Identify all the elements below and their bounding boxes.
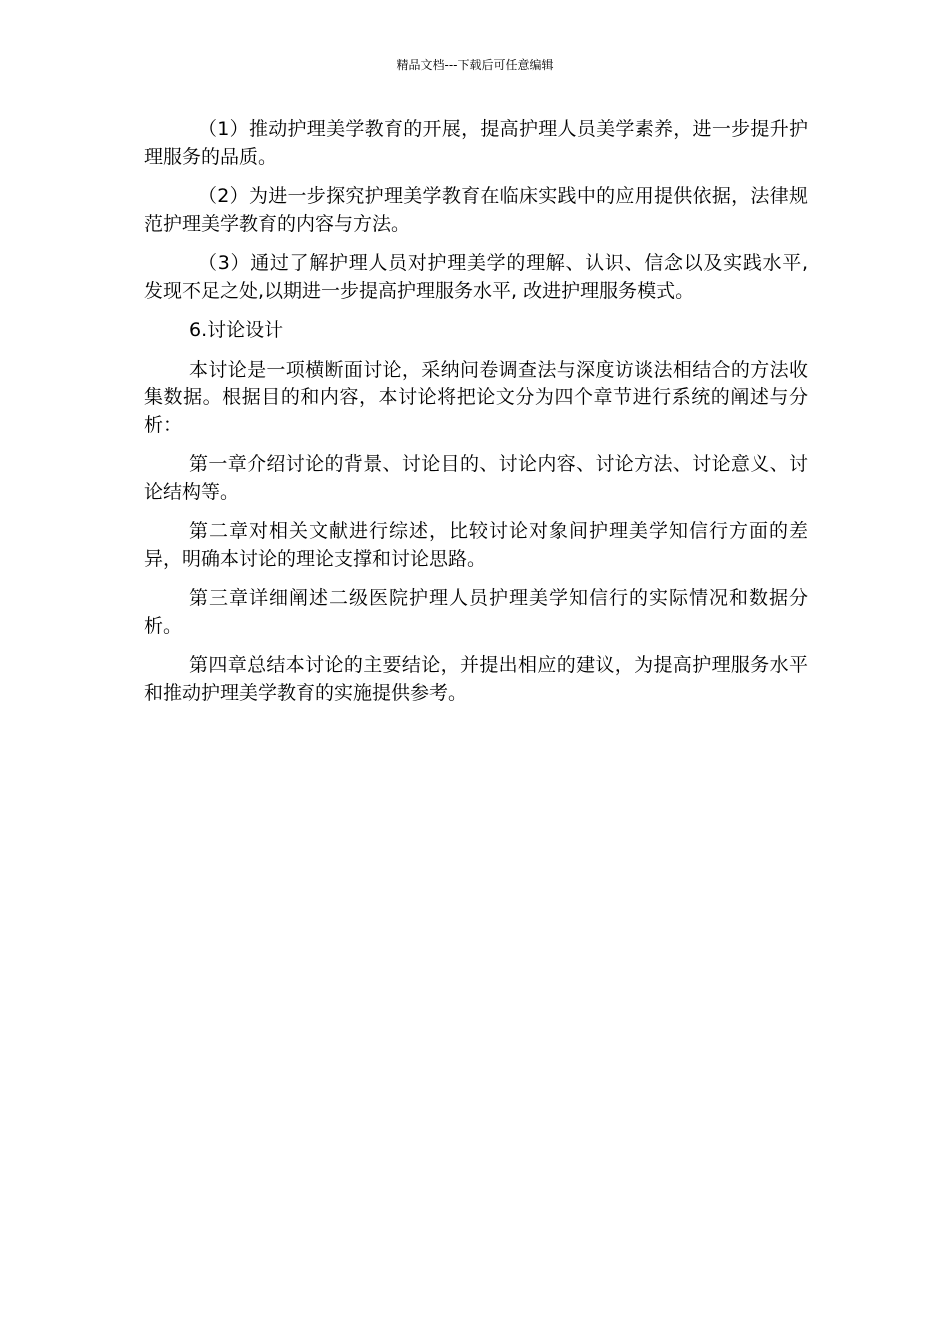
design-paragraph: 本讨论是一项横断面讨论，采纳问卷调查法与深度访谈法相结合的方法收集数据。根据目的和内容，本讨论将把论文分为四个章节进行系统的阐述与分析： (144, 358, 808, 436)
chapter-3-paragraph: 第三章详细阐述二级医院护理人员护理美学知信行的实际情况和数据分析。 (144, 587, 808, 637)
objective-item-1: （1）推动护理美学教育的开展，提高护理人员美学素养，进一步提升护理服务的品质。 (144, 118, 808, 168)
section-heading: 6.讨论设计 (189, 319, 284, 341)
objective-item-2: （2）为进一步探究护理美学教育在临床实践中的应用提供依据，法律规范护理美学教育的内容与方法。 (144, 185, 808, 235)
chapter-4-paragraph: 第四章总结本讨论的主要结论，并提出相应的建议，为提高护理服务水平和推动护理美学教育的实施提供参考。 (144, 654, 808, 704)
page-header: 精品文档---下载后可任意编辑 (396, 58, 554, 72)
chapter-2-paragraph: 第二章对相关文献进行综述，比较讨论对象间护理美学知信行方面的差异，明确本讨论的理论支撑和讨论思路。 (144, 520, 808, 570)
objective-item-3: （3）通过了解护理人员对护理美学的理解、认识、信念以及实践水平, 发现不足之处,以期进一步提高护理服务水平, 改进护理服务模式。 (144, 252, 808, 302)
document-body (144, 116, 808, 719)
chapter-1-paragraph: 第一章介绍讨论的背景、讨论目的、讨论内容、讨论方法、讨论意义、讨论结构等。 (144, 453, 808, 503)
